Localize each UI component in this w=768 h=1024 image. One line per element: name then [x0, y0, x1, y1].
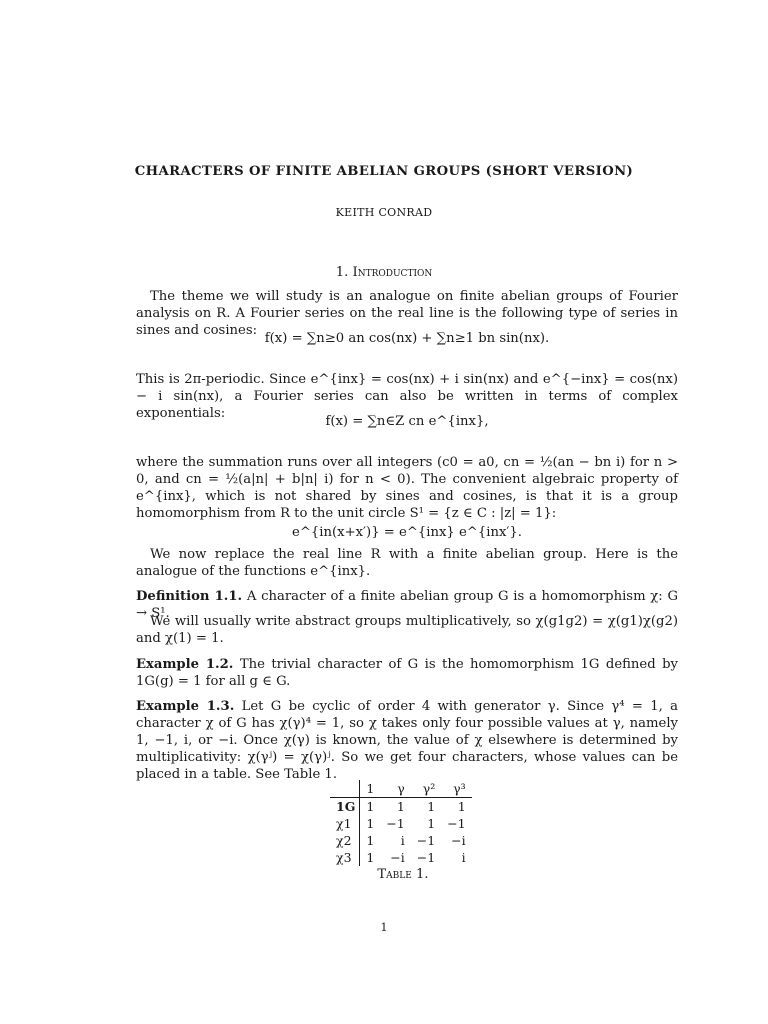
definition-text: A character of a finite abelian group G is a homomorphism χ: G → S¹. — [136, 589, 678, 621]
table-cell: 1 — [366, 833, 375, 848]
table-row-label: χ1 — [330, 815, 360, 832]
table-cell: i — [461, 850, 466, 865]
table-row — [330, 798, 472, 816]
example-label: Example 1.3. — [136, 699, 235, 714]
table-cell: 1 — [396, 799, 405, 814]
table-cell: −i — [451, 833, 466, 848]
table-row — [330, 849, 472, 866]
table-cell: 1 — [427, 799, 436, 814]
page-number: 1 — [380, 921, 388, 934]
table-cell: i — [400, 833, 405, 848]
example-1-2 — [136, 656, 678, 690]
table-cell: 1 — [427, 816, 436, 831]
table-header-cell: γ² — [411, 780, 441, 798]
table-row-label: χ3 — [330, 849, 360, 866]
section-heading: 1. Introduction — [335, 265, 433, 280]
table-cell: 1 — [366, 816, 375, 831]
paragraph-intro: The theme we will study is an analogue on finite abelian groups of Fourier analysis on R. A Fourier series on the real line is the following type of series in sines and cosines: — [136, 289, 678, 338]
table-header-cell: γ³ — [441, 780, 471, 798]
equation-homomorphism: e^{in(x+x′)} = e^{inx} e^{inx′}. — [292, 525, 522, 540]
table-header-cell: γ — [380, 780, 410, 798]
table-cell: 1 — [457, 799, 466, 814]
table-cell: 1 — [366, 799, 375, 814]
character-table — [330, 780, 472, 866]
table-header-row — [330, 780, 472, 798]
table-cell: 1 — [366, 850, 375, 865]
table-row — [330, 832, 472, 849]
table-row-label: 1G — [330, 798, 360, 816]
table-cell: −i — [390, 850, 405, 865]
equation-complex-exponential: f(x) = ∑n∈Z cn e^{inx}, — [325, 414, 489, 429]
table-header-cell — [330, 780, 360, 798]
example-text: The trivial character of G is the homomorphism 1G defined by 1G(g) = 1 for all g ∈ G. — [136, 657, 678, 689]
table-cell: −1 — [416, 833, 436, 848]
table-row-label: χ2 — [330, 832, 360, 849]
paragraph-multiplicative: We will usually write abstract groups multiplicatively, so χ(g1g2) = χ(g1)χ(g2) and χ(1) = 1. — [136, 614, 678, 646]
example-text: Let G be cyclic of order 4 with generator γ. Since γ⁴ = 1, a character χ of G has χ(γ)⁴ = 1, so χ takes only four possible values at γ, namely 1, −1, i, or −i. Once χ(γ) is known, the value of χ elsewhere is determined by multiplicativity: χ(γʲ) = χ(γ)ʲ. So we get four characters, whose values can be placed in a table. See Table 1. — [136, 699, 678, 782]
table-header-cell: 1 — [360, 780, 380, 798]
table-cell: −1 — [386, 816, 405, 831]
example-1-3 — [136, 698, 678, 783]
paragraph-periodic: This is 2π-periodic. Since e^{inx} = cos(nx) + i sin(nx) and e^{−inx} = cos(nx) − i sin(nx), a Fourier series can also be written in terms of complex exponentials: — [136, 372, 678, 421]
table-cell: −1 — [447, 816, 466, 831]
paper-author: KEITH CONRAD — [335, 206, 433, 219]
example-label: Example 1.2. — [136, 657, 234, 672]
table-cell: −1 — [416, 850, 436, 865]
paragraph-replace: We now replace the real line R with a finite abelian group. Here is the analogue of the functions e^{inx}. — [136, 547, 678, 579]
equation-fourier-sine-cosine: f(x) = ∑n≥0 an cos(nx) + ∑n≥1 bn sin(nx). — [264, 331, 550, 346]
paragraph-summation: where the summation runs over all integers (c0 = a0, cn = ½(an − bn i) for n > 0, and cn = ½(a|n| + b|n| i) for n < 0). The convenient algebraic property of e^{inx}, which is not shared by sines and cosines, is that it is a group homomorphism from R to the unit circle S¹ = {z ∈ C : |z| = 1}: — [136, 455, 678, 521]
table-caption: Table 1. — [377, 867, 429, 882]
table-row — [330, 815, 472, 832]
definition-label: Definition 1.1. — [136, 589, 243, 604]
paper-title: CHARACTERS OF FINITE ABELIAN GROUPS (SHORT VERSION) — [134, 164, 634, 179]
